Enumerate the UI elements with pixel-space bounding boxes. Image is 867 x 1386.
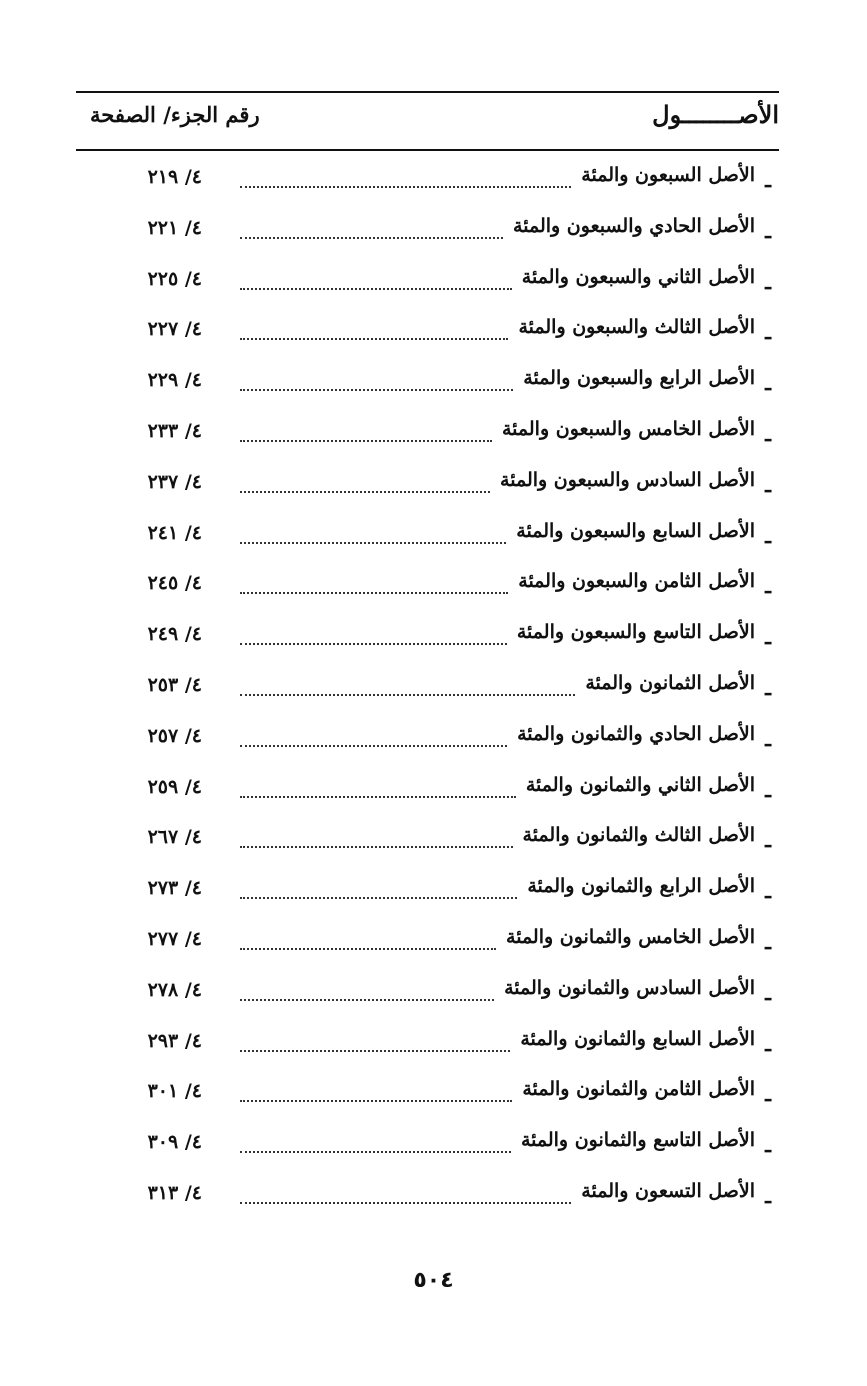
toc-entry-leader-dots — [240, 796, 516, 798]
toc-entry — [0, 158, 867, 202]
toc-entry-dash: ـ — [765, 980, 771, 1005]
top-rule — [76, 91, 779, 93]
toc-entry-dash: ـ — [765, 625, 771, 650]
toc-entry-dash: ـ — [765, 930, 771, 954]
toc-entry — [0, 615, 867, 659]
toc-entry-page: ٤/ ٣٠١ — [147, 1080, 202, 1103]
toc-entry-leader-dots — [240, 1050, 510, 1052]
toc-entry-leader-dots — [240, 1202, 571, 1204]
toc-entry-leader-dots — [240, 745, 507, 747]
toc-entry-dash: ـ — [765, 726, 771, 751]
toc-entry-dash: ـ — [765, 320, 771, 345]
toc-entry — [0, 920, 867, 964]
toc-entry-leader-dots — [240, 694, 575, 696]
toc-entry — [0, 666, 867, 710]
toc-entry — [0, 412, 867, 456]
toc-entry-page: ٤/ ٢١٩ — [147, 166, 202, 188]
toc-entry-leader-dots — [240, 389, 513, 391]
toc-entry-page: ٤/ ٢٦٧ — [147, 826, 202, 849]
toc-entry-leader-dots — [240, 237, 503, 239]
toc-entry-dash: ـ — [765, 371, 771, 396]
toc-entry-leader-dots — [240, 440, 492, 442]
toc-entry-title: الأصل السابع والسبعون والمئة — [510, 520, 755, 542]
toc-entry-dash: ـ — [765, 523, 771, 548]
toc-entry-page: ٤/ ٢٥٧ — [147, 724, 202, 747]
toc-entry-title: الأصل الرابع والسبعون والمئة — [517, 367, 755, 389]
toc-entry-leader-dots — [240, 288, 512, 290]
toc-entry-page: ٤/ ٢٤٩ — [147, 623, 202, 646]
toc-entry — [0, 1072, 867, 1116]
toc-entry — [0, 209, 867, 253]
toc-entry-title: الأصل التاسع والثمانون والمئة — [515, 1129, 755, 1151]
toc-entry — [0, 869, 867, 913]
toc-entry-dash: ـ — [765, 422, 771, 446]
toc-entry-page: ٤/ ٢٣٣ — [147, 420, 202, 442]
toc-entry-title: الأصل الثمانون والمئة — [579, 672, 755, 694]
toc-entry-dash: ـ — [765, 879, 771, 904]
toc-entry — [0, 463, 867, 507]
toc-entry-title: الأصل الحادي والسبعون والمئة — [507, 215, 755, 237]
toc-entry-leader-dots — [240, 643, 507, 645]
toc-entry-title: الأصل الثامن والثمانون والمئة — [516, 1078, 755, 1100]
toc-entry-title: الأصل الخامس والسبعون والمئة — [496, 418, 755, 440]
toc-entry — [0, 1123, 867, 1167]
toc-entry-page: ٤/ ٢٣٧ — [147, 470, 202, 493]
toc-entry-leader-dots — [240, 542, 506, 544]
toc-entry-dash: ـ — [765, 168, 771, 192]
toc-entry-page: ٤/ ٢٥٩ — [147, 775, 202, 798]
toc-entry-page: ٤/ ٣١٣ — [147, 1182, 202, 1204]
toc-entry-leader-dots — [240, 491, 490, 493]
toc-entry-title: الأصل الثاني والسبعون والمئة — [516, 266, 755, 288]
toc-entry-page: ٤/ ٢٤٥ — [147, 572, 202, 595]
toc-entry-dash: ـ — [765, 676, 771, 700]
toc-header-title: الأصــــــــول — [652, 100, 779, 129]
toc-entry-dash: ـ — [765, 1031, 771, 1056]
toc-entry — [0, 514, 867, 558]
toc-entry — [0, 361, 867, 405]
toc-entry-dash: ـ — [765, 777, 771, 802]
toc-entry-page: ٤/ ٢٢١ — [147, 216, 202, 239]
toc-entry-title: الأصل الثالث والسبعون والمئة — [512, 316, 755, 338]
toc-entry-leader-dots — [240, 1151, 511, 1153]
toc-header — [76, 96, 779, 138]
toc-entry-title: الأصل السادس والسبعون والمئة — [494, 469, 755, 491]
toc-entry-title: الأصل الثاني والثمانون والمئة — [520, 774, 755, 796]
toc-entry — [0, 260, 867, 304]
toc-entry-dash: ـ — [765, 1082, 771, 1107]
toc-entry-title: الأصل التسعون والمئة — [575, 1180, 755, 1202]
toc-entry-dash: ـ — [765, 1133, 771, 1158]
toc-entry — [0, 310, 867, 354]
toc-entry-page: ٤/ ٣٠٩ — [147, 1131, 202, 1154]
toc-entry-dash: ـ — [765, 828, 771, 853]
toc-entry — [0, 768, 867, 812]
toc-entry — [0, 564, 867, 608]
toc-entry-title: الأصل التاسع والسبعون والمئة — [511, 621, 755, 643]
toc-entry-leader-dots — [240, 897, 517, 899]
toc-entry-title: الأصل السابع والثمانون والمئة — [514, 1028, 755, 1050]
toc-entry-page: ٤/ ٢٧٧ — [147, 928, 202, 950]
toc-entry-leader-dots — [240, 1100, 512, 1102]
toc-entry-dash: ـ — [765, 574, 771, 599]
toc-entry-page: ٤/ ٢٢٩ — [147, 369, 202, 392]
toc-entry — [0, 717, 867, 761]
toc-entry-leader-dots — [240, 338, 508, 340]
toc-entry — [0, 1174, 867, 1218]
toc-entry-title: الأصل الرابع والثمانون والمئة — [521, 875, 755, 897]
toc-entry-title: الأصل الحادي والثمانون والمئة — [511, 723, 755, 745]
toc-entry-dash: ـ — [765, 218, 771, 243]
toc-entry-leader-dots — [240, 999, 494, 1001]
toc-entry — [0, 971, 867, 1015]
toc-entry — [0, 1022, 867, 1066]
toc-entry-page: ٤/ ٢٧٨ — [147, 978, 202, 1001]
toc-entry-dash: ـ — [765, 472, 771, 497]
toc-entry-leader-dots — [240, 186, 571, 188]
toc-entry-title: الأصل السادس والثمانون والمئة — [498, 977, 755, 999]
toc-entry-dash: ـ — [765, 269, 771, 294]
toc-entry-page: ٤/ ٢٢٧ — [147, 318, 202, 341]
toc-entry-leader-dots — [240, 846, 513, 848]
toc-entry-title: الأصل الثالث والثمانون والمئة — [517, 824, 755, 846]
header-rule — [76, 149, 779, 151]
toc-entry-title: الأصل الخامس والثمانون والمئة — [500, 926, 755, 948]
page-number: ٥٠٤ — [413, 1268, 454, 1293]
toc-entry-page: ٤/ ٢٧٣ — [147, 877, 202, 900]
toc-entry-leader-dots — [240, 948, 496, 950]
toc-entry-leader-dots — [240, 592, 508, 594]
toc-entry-page: ٤/ ٢٢٥ — [147, 267, 202, 290]
toc-entry-page: ٤/ ٢٥٣ — [147, 674, 202, 696]
toc-entry — [0, 818, 867, 862]
toc-header-page-label: رقم الجزء/ الصفحة — [90, 102, 260, 127]
toc-entry-title: الأصل السبعون والمئة — [575, 164, 755, 186]
toc-entry-dash: ـ — [765, 1184, 771, 1208]
toc-entry-page: ٤/ ٢٤١ — [147, 521, 202, 544]
toc-entry-page: ٤/ ٢٩٣ — [147, 1029, 202, 1052]
toc-entry-title: الأصل الثامن والسبعون والمئة — [512, 570, 755, 592]
